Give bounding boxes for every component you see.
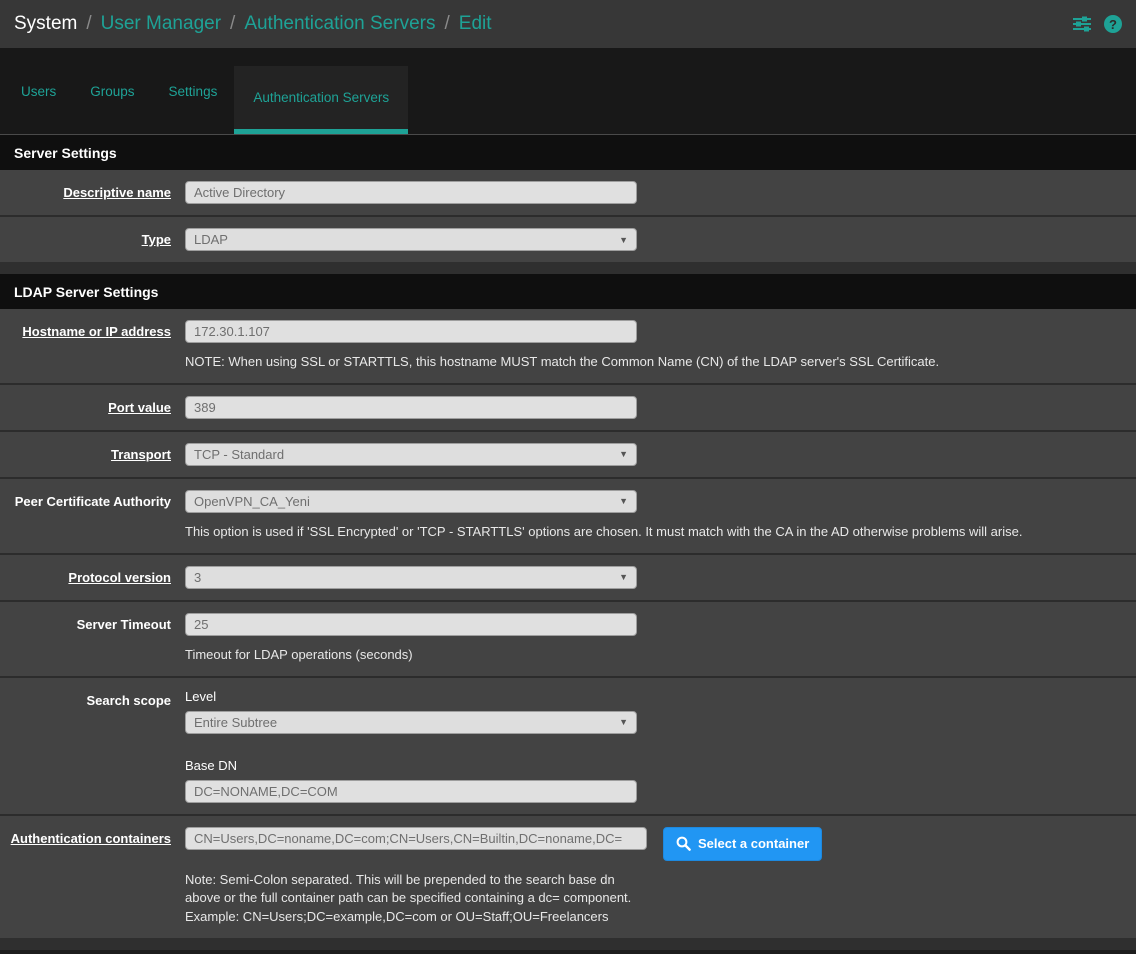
- search-scope-row: [0, 676, 1136, 814]
- select-container-button[interactable]: [663, 827, 822, 861]
- ldap-server-settings-panel: [0, 274, 1136, 938]
- chevron-down-icon: ▼: [619, 449, 628, 460]
- search-scope-level-select[interactable]: [185, 711, 637, 734]
- protocol-version-label: Protocol version: [68, 569, 171, 585]
- port-input[interactable]: [185, 396, 637, 419]
- breadcrumb-separator: /: [230, 13, 236, 34]
- select-container-button-label: Select a container: [698, 836, 810, 852]
- transport-select[interactable]: [185, 443, 637, 466]
- protocol-version-row: [0, 553, 1136, 600]
- breadcrumb-separator: /: [444, 13, 450, 34]
- transport-label: Transport: [111, 446, 171, 462]
- port-label: Port value: [108, 399, 171, 415]
- peer-ca-note: This option is used if 'SSL Encrypted' or 'TCP - STARTTLS' options are chosen. It must match with the CA in the AD otherwise problems will arise.: [185, 523, 1023, 539]
- chevron-down-icon: ▼: [619, 234, 628, 245]
- server-timeout-input[interactable]: [185, 613, 637, 636]
- chevron-down-icon: ▼: [619, 717, 628, 728]
- authentication-containers-note: Note: Semi-Colon separated. This will be prepended to the search base dn above or the full container path can be specified containing a dc= component. Example: CN=Users;DC=example,DC=com or OU=Staff;OU=Freelancers: [185, 871, 632, 925]
- tab-users[interactable]: Users: [21, 83, 57, 99]
- tab-authentication-servers[interactable]: Authentication Servers: [234, 66, 408, 134]
- help-icon[interactable]: ?: [1104, 15, 1122, 33]
- protocol-version-select-value: 3: [194, 569, 202, 585]
- protocol-version-select[interactable]: [185, 566, 637, 589]
- search-icon: [676, 836, 691, 851]
- hostname-input[interactable]: [185, 320, 637, 343]
- chevron-down-icon: ▼: [619, 496, 628, 507]
- breadcrumb-separator: /: [86, 13, 92, 34]
- transport-select-value: TCP - Standard: [194, 446, 285, 462]
- server-timeout-label: Server Timeout: [76, 616, 171, 632]
- breadcrumb: [14, 13, 492, 35]
- server-timeout-row: [0, 600, 1136, 676]
- type-select-value: LDAP: [194, 232, 228, 247]
- descriptive-name-input[interactable]: [185, 181, 637, 204]
- bottom-divider: [0, 950, 1136, 954]
- tab-groups[interactable]: Groups: [90, 83, 135, 99]
- top-navigation-bar: [0, 0, 1136, 48]
- search-scope-level-value: Entire Subtree: [194, 714, 278, 730]
- chevron-down-icon: ▼: [619, 572, 628, 583]
- search-scope-level-label: Level: [185, 688, 217, 704]
- transport-row: [0, 430, 1136, 477]
- server-settings-header: Server Settings: [0, 135, 1136, 170]
- tab-settings[interactable]: Settings: [168, 83, 218, 99]
- type-label: Type: [141, 232, 171, 247]
- authentication-containers-input[interactable]: [185, 827, 647, 850]
- authentication-containers-label: Authentication containers: [10, 830, 171, 846]
- peer-ca-select-value: OpenVPN_CA_Yeni: [194, 493, 310, 509]
- breadcrumb-edit-link[interactable]: Edit: [458, 13, 492, 34]
- peer-ca-label: Peer Certificate Authority: [14, 493, 171, 509]
- tab-bar: [0, 48, 1136, 135]
- base-dn-input[interactable]: [185, 780, 637, 803]
- base-dn-label: Base DN: [185, 757, 238, 773]
- hostname-row: [0, 309, 1136, 383]
- type-select[interactable]: [185, 228, 637, 251]
- breadcrumb-user-manager-link[interactable]: User Manager: [100, 13, 222, 34]
- server-settings-panel: [0, 135, 1136, 262]
- breadcrumb-auth-servers-link[interactable]: Authentication Servers: [244, 13, 436, 34]
- sliders-icon[interactable]: [1072, 15, 1092, 33]
- hostname-label: Hostname or IP address: [22, 324, 171, 339]
- descriptive-name-label: Descriptive name: [63, 185, 171, 200]
- descriptive-name-row: [0, 170, 1136, 215]
- breadcrumb-system: System: [14, 13, 78, 34]
- type-row: [0, 215, 1136, 262]
- search-scope-label: Search scope: [86, 692, 171, 708]
- ldap-server-settings-header: LDAP Server Settings: [0, 274, 1136, 309]
- peer-ca-row: [0, 477, 1136, 553]
- peer-ca-select[interactable]: [185, 490, 637, 513]
- server-timeout-note: Timeout for LDAP operations (seconds): [185, 646, 413, 662]
- hostname-note: NOTE: When using SSL or STARTTLS, this hostname MUST match the Common Name (CN) of the LDAP server's SSL Certificate.: [185, 354, 940, 369]
- port-row: [0, 383, 1136, 430]
- authentication-containers-row: [0, 814, 1136, 939]
